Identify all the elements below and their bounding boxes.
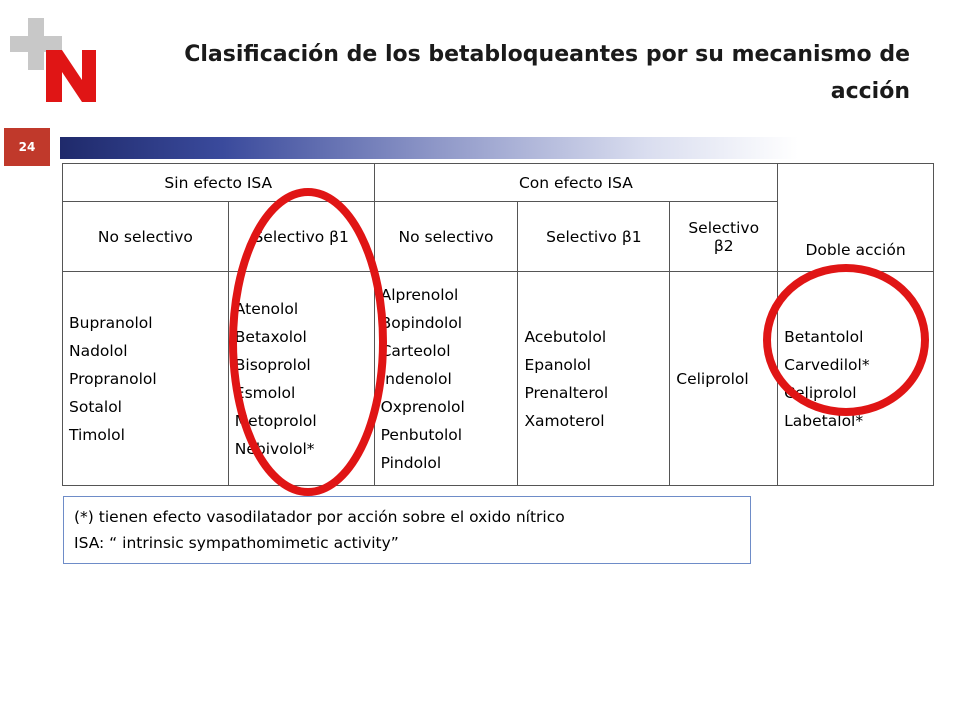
drug-item: Celiprolol xyxy=(784,383,857,402)
plus-n-logo-icon xyxy=(10,18,100,108)
subheader-sin-selectivo-b1: Selectivo β1 xyxy=(228,202,374,272)
subheader-con-selectivo-b2: Selectivo β2 xyxy=(670,202,778,272)
drug-item: Propranolol xyxy=(69,369,157,388)
drug-item: Pindolol xyxy=(380,453,442,472)
footnote-box xyxy=(63,496,751,564)
drug-item: Alprenolol xyxy=(380,285,459,304)
drug-list-con-selectivo-b2 xyxy=(670,272,778,486)
drug-item: Betantolol xyxy=(784,327,864,346)
footnote-isa-definition: ISA: “ intrinsic sympathomimetic activity” xyxy=(74,534,399,552)
drug-item: Betaxolol xyxy=(234,327,307,346)
drug-item: Atenolol xyxy=(234,299,299,318)
drug-list-con-no-selectivo xyxy=(374,272,518,486)
drug-item: Bisoprolol xyxy=(234,355,311,374)
drug-item: Bupranolol xyxy=(69,313,153,332)
drug-item: Oxprenolol xyxy=(380,397,465,416)
betablocker-classification-table xyxy=(62,163,934,486)
drug-item: Carvedilol* xyxy=(784,355,870,374)
header-con-efecto-isa: Con efecto ISA xyxy=(374,164,778,202)
drug-item: Labetalol* xyxy=(784,411,864,430)
header-sin-efecto-isa: Sin efecto ISA xyxy=(63,164,375,202)
subheader-sin-no-selectivo: No selectivo xyxy=(63,202,229,272)
drug-list-sin-no-selectivo xyxy=(63,272,229,486)
group-header-row xyxy=(63,164,934,202)
drug-item: Acebutolol xyxy=(524,327,607,346)
drug-item: Nadolol xyxy=(69,341,128,360)
drug-item: Sotalol xyxy=(69,397,122,416)
drug-item: Metoprolol xyxy=(234,411,317,430)
drug-list-doble-accion xyxy=(778,272,934,486)
drug-list-con-selectivo-b1 xyxy=(518,272,670,486)
drug-item: Xamoterol xyxy=(524,411,605,430)
drug-item: Epanolol xyxy=(524,355,591,374)
drug-item: Timolol xyxy=(69,425,125,444)
drug-list-row xyxy=(63,272,934,486)
footnote-vasodilator: (*) tienen efecto vasodilatador por acción sobre el oxido nítrico xyxy=(74,508,565,526)
drug-item: Bopindolol xyxy=(380,313,463,332)
drug-list-sin-selectivo-b1 xyxy=(228,272,374,486)
header-band xyxy=(60,137,960,159)
page-number-badge: 24 xyxy=(4,128,50,166)
header-doble-accion: Doble acción xyxy=(778,164,934,272)
page-title: Clasificación de los betabloqueantes por su mecanismo de acción xyxy=(184,42,910,104)
drug-item: Esmolol xyxy=(234,383,296,402)
drug-item: Indenolol xyxy=(380,369,452,388)
drug-item: Prenalterol xyxy=(524,383,609,402)
subheader-con-selectivo-b1: Selectivo β1 xyxy=(518,202,670,272)
drug-item: Penbutolol xyxy=(380,425,463,444)
subheader-con-no-selectivo: No selectivo xyxy=(374,202,518,272)
drug-item: Celiprolol xyxy=(676,369,749,388)
drug-item: Nebivolol* xyxy=(234,439,315,458)
drug-item: Carteolol xyxy=(380,341,451,360)
